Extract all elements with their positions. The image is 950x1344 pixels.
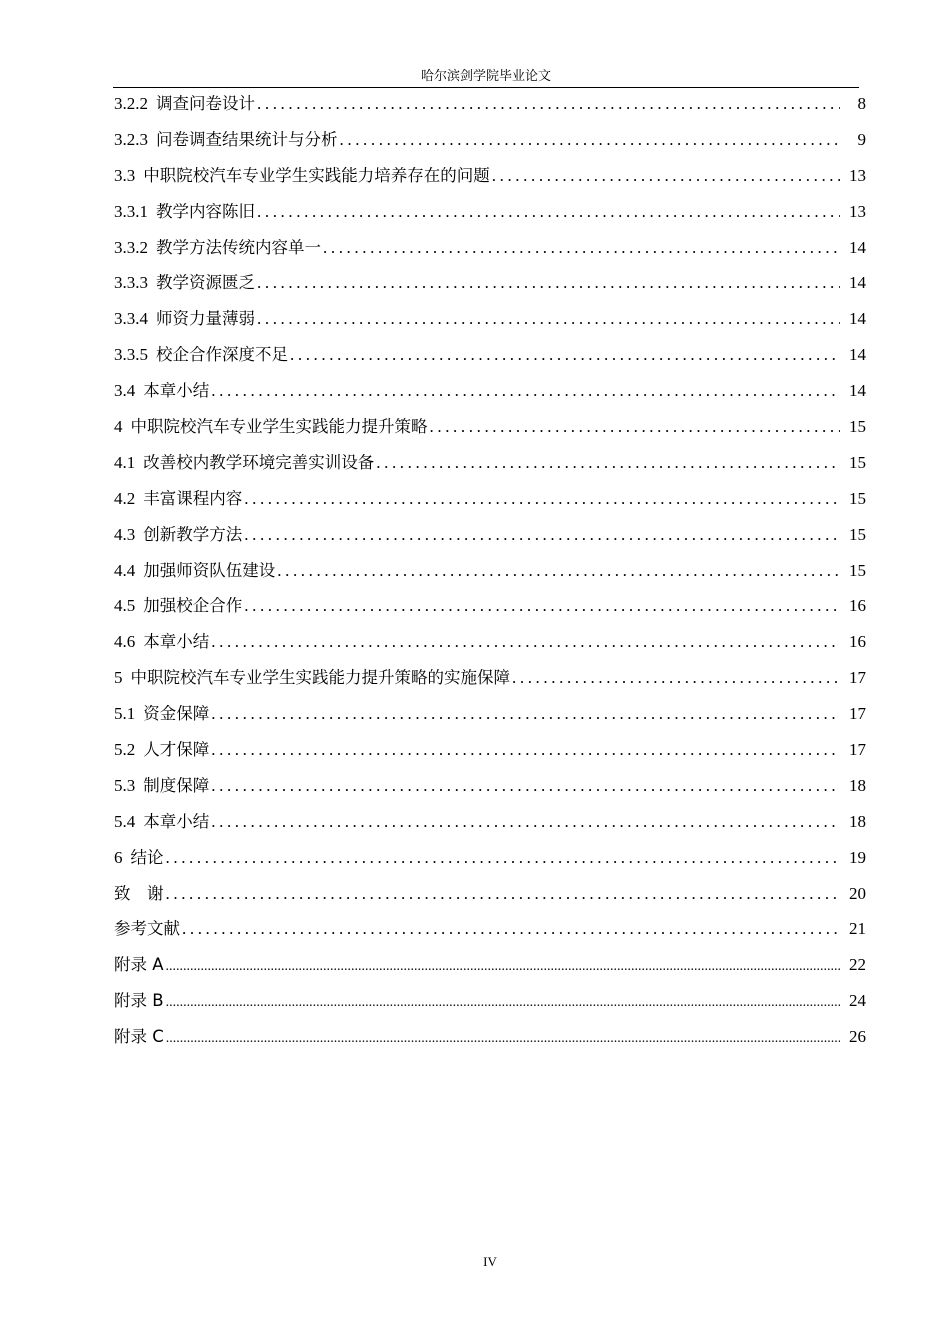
dot-leader — [164, 881, 841, 907]
toc-entry-number: 4 — [114, 417, 123, 437]
toc-entry[interactable] — [114, 127, 866, 163]
toc-entry-title — [114, 629, 209, 655]
toc-entry-title — [114, 127, 338, 153]
dot-leader — [164, 990, 840, 1016]
toc-entry[interactable] — [114, 629, 866, 665]
toc-entry[interactable] — [114, 773, 866, 809]
toc-entry-number: 3.3.3 — [114, 273, 148, 293]
toc-entry-label: 附录 A — [114, 955, 164, 975]
toc-entry-page: 14 — [849, 273, 866, 293]
toc-entry-label: 师资力量薄弱 — [156, 309, 255, 329]
toc-entry-page: 13 — [849, 165, 866, 185]
toc-entry-label: 附录 C — [114, 1027, 164, 1047]
toc-entry[interactable] — [114, 1024, 866, 1060]
toc-entry-label: 教学资源匮乏 — [156, 273, 255, 293]
toc-entry-label: 制度保障 — [143, 775, 210, 795]
dot-leader — [242, 522, 840, 548]
toc-entry-label: 加强校企合作 — [143, 596, 243, 616]
toc-entry-page: 14 — [849, 237, 866, 257]
dot-leader — [510, 665, 840, 691]
toc-entry[interactable] — [114, 486, 866, 522]
toc-entry[interactable] — [114, 845, 866, 881]
toc-entry[interactable] — [114, 916, 866, 952]
toc-entry-number: 3.2.2 — [114, 94, 148, 113]
toc-entry-number: 4.3 — [114, 524, 136, 544]
toc-entry-page: 19 — [849, 847, 866, 867]
dot-leader — [209, 809, 840, 835]
toc-entry-label: 调查问卷设计 — [156, 94, 255, 113]
toc-entry-page: 24 — [849, 991, 866, 1011]
table-of-contents — [114, 91, 866, 1060]
toc-entry-page: 16 — [849, 632, 866, 652]
toc-entry-label: 人才保障 — [143, 740, 210, 760]
dot-leader — [255, 199, 840, 225]
dot-leader — [209, 737, 840, 763]
toc-entry[interactable] — [114, 306, 866, 342]
dot-leader — [209, 773, 840, 799]
toc-entry-page: 15 — [849, 488, 866, 508]
toc-entry-label: 致 谢 — [114, 883, 164, 903]
toc-entry-title — [114, 988, 164, 1014]
toc-entry-page: 13 — [849, 201, 866, 221]
toc-entry[interactable] — [114, 163, 866, 199]
toc-entry-page: 16 — [849, 596, 866, 616]
toc-entry[interactable] — [114, 342, 866, 378]
toc-entry-title — [114, 558, 275, 584]
toc-entry-title — [114, 306, 255, 332]
toc-entry-label: 结论 — [130, 847, 164, 867]
toc-entry-title — [114, 701, 209, 727]
dot-leader — [164, 845, 841, 871]
toc-entry-title — [114, 952, 164, 978]
toc-entry-label: 中职院校汽车专业学生实践能力提升策略 — [130, 417, 428, 437]
toc-entry-number: 3.3.4 — [114, 309, 148, 329]
dot-leader — [209, 629, 840, 655]
toc-entry-number: 5.1 — [114, 704, 136, 724]
toc-entry[interactable] — [114, 737, 866, 773]
dot-leader — [490, 163, 840, 189]
toc-entry-label: 参考文献 — [114, 919, 180, 939]
toc-entry-page: 9 — [857, 129, 866, 149]
dot-leader — [275, 558, 840, 584]
toc-entry-title — [114, 235, 321, 261]
toc-entry-label: 问卷调查结果统计与分析 — [156, 129, 338, 149]
toc-entry[interactable] — [114, 450, 866, 486]
toc-entry[interactable] — [114, 414, 866, 450]
dot-leader — [209, 701, 840, 727]
toc-entry-title — [114, 881, 164, 907]
toc-entry[interactable] — [114, 952, 866, 988]
toc-entry-page: 18 — [849, 775, 866, 795]
toc-entry-label: 加强师资队伍建设 — [143, 560, 276, 580]
toc-entry-page: 17 — [849, 704, 866, 724]
toc-entry-label: 本章小结 — [143, 811, 210, 831]
toc-entry[interactable] — [114, 988, 866, 1024]
toc-entry-title — [114, 665, 510, 691]
toc-entry-label: 中职院校汽车专业学生实践能力提升策略的实施保障 — [130, 668, 510, 688]
toc-entry-page: 14 — [849, 309, 866, 329]
toc-entry-number: 3.3 — [114, 165, 136, 185]
toc-entry-label: 本章小结 — [143, 632, 210, 652]
toc-entry-title — [114, 486, 242, 512]
toc-entry-number: 5.4 — [114, 811, 136, 831]
toc-entry-title — [114, 378, 209, 404]
dot-leader — [338, 127, 841, 153]
toc-entry-page: 8 — [857, 94, 866, 113]
toc-entry-label: 教学内容陈旧 — [156, 201, 255, 221]
dot-leader — [374, 450, 840, 476]
toc-entry-number: 3.3.1 — [114, 201, 148, 221]
toc-entry-page: 14 — [849, 381, 866, 401]
toc-entry-title — [114, 342, 288, 368]
toc-entry[interactable] — [114, 558, 866, 594]
toc-entry-number: 4.4 — [114, 560, 136, 580]
toc-entry-label: 教学方法传统内容单一 — [156, 237, 321, 257]
toc-entry[interactable] — [114, 235, 866, 271]
toc-entry[interactable] — [114, 701, 866, 737]
toc-entry[interactable] — [114, 199, 866, 235]
toc-entry[interactable] — [114, 522, 866, 558]
toc-entry-label: 创新教学方法 — [143, 524, 243, 544]
toc-entry-label: 中职院校汽车专业学生实践能力培养存在的问题 — [143, 165, 490, 185]
dot-leader — [255, 270, 840, 296]
toc-entry-title — [114, 163, 490, 189]
toc-entry-title — [114, 522, 242, 548]
header-rule — [113, 87, 859, 88]
toc-entry-label: 校企合作深度不足 — [156, 345, 288, 365]
toc-entry-title — [114, 773, 209, 799]
toc-entry-title — [114, 593, 242, 619]
toc-entry-number: 3.3.2 — [114, 237, 148, 257]
toc-entry-label: 本章小结 — [143, 381, 210, 401]
toc-entry-title — [114, 845, 164, 871]
toc-entry-page: 15 — [849, 524, 866, 544]
toc-entry-page: 17 — [849, 740, 866, 760]
toc-entry-page: 15 — [849, 452, 866, 472]
toc-entry-number: 4.2 — [114, 488, 136, 508]
toc-entry-page: 20 — [849, 883, 866, 903]
toc-entry-number: 4.1 — [114, 452, 136, 472]
toc-entry[interactable] — [114, 809, 866, 845]
toc-entry-page: 18 — [849, 811, 866, 831]
toc-entry-page: 14 — [849, 345, 866, 365]
toc-entry[interactable] — [114, 593, 866, 629]
toc-entry-number: 3.3.5 — [114, 345, 148, 365]
toc-entry[interactable] — [114, 91, 866, 127]
toc-entry-page: 15 — [849, 560, 866, 580]
toc-entry-title — [114, 737, 209, 763]
toc-entry-label: 丰富课程内容 — [143, 488, 243, 508]
toc-entry-number: 4.6 — [114, 632, 136, 652]
toc-entry[interactable] — [114, 378, 866, 414]
toc-entry-number: 6 — [114, 847, 123, 867]
dot-leader — [255, 306, 840, 332]
toc-entry-label: 附录 B — [114, 991, 164, 1011]
toc-entry-title — [114, 450, 374, 476]
dot-leader — [164, 954, 840, 980]
toc-entry[interactable] — [114, 665, 866, 701]
dot-leader — [428, 414, 841, 440]
dot-leader — [209, 378, 840, 404]
toc-entry-page: 22 — [849, 955, 866, 975]
toc-entry-title — [114, 414, 428, 440]
toc-entry-number: 5 — [114, 668, 123, 688]
dot-leader — [242, 593, 840, 619]
toc-entry-page: 17 — [849, 668, 866, 688]
toc-entry-number: 5.3 — [114, 775, 136, 795]
toc-entry-title — [114, 270, 255, 296]
toc-entry-title — [114, 199, 255, 225]
toc-entry-title — [114, 916, 180, 942]
toc-entry-title — [114, 809, 209, 835]
toc-entry-number: 3.4 — [114, 381, 136, 401]
toc-entry-label: 资金保障 — [143, 704, 210, 724]
toc-entry[interactable] — [114, 881, 866, 917]
toc-entry-title — [114, 1024, 164, 1050]
page-header: 哈尔滨剑学院毕业论文 — [420, 68, 551, 83]
toc-entry-page: 26 — [849, 1027, 866, 1047]
dot-leader — [255, 91, 840, 117]
toc-entry-page: 15 — [849, 417, 866, 437]
dot-leader — [321, 235, 840, 261]
toc-entry-label: 改善校内教学环境完善实训设备 — [143, 452, 375, 472]
toc-entry-title — [114, 91, 255, 117]
dot-leader — [288, 342, 840, 368]
dot-leader — [180, 916, 840, 942]
dot-leader — [242, 486, 840, 512]
toc-entry-number: 4.5 — [114, 596, 136, 616]
toc-entry-number: 3.2.3 — [114, 129, 148, 149]
dot-leader — [164, 1026, 840, 1052]
page-number: IV — [483, 1254, 497, 1269]
toc-entry[interactable] — [114, 270, 866, 306]
toc-entry-number: 5.2 — [114, 740, 136, 760]
toc-entry-page: 21 — [849, 919, 866, 939]
